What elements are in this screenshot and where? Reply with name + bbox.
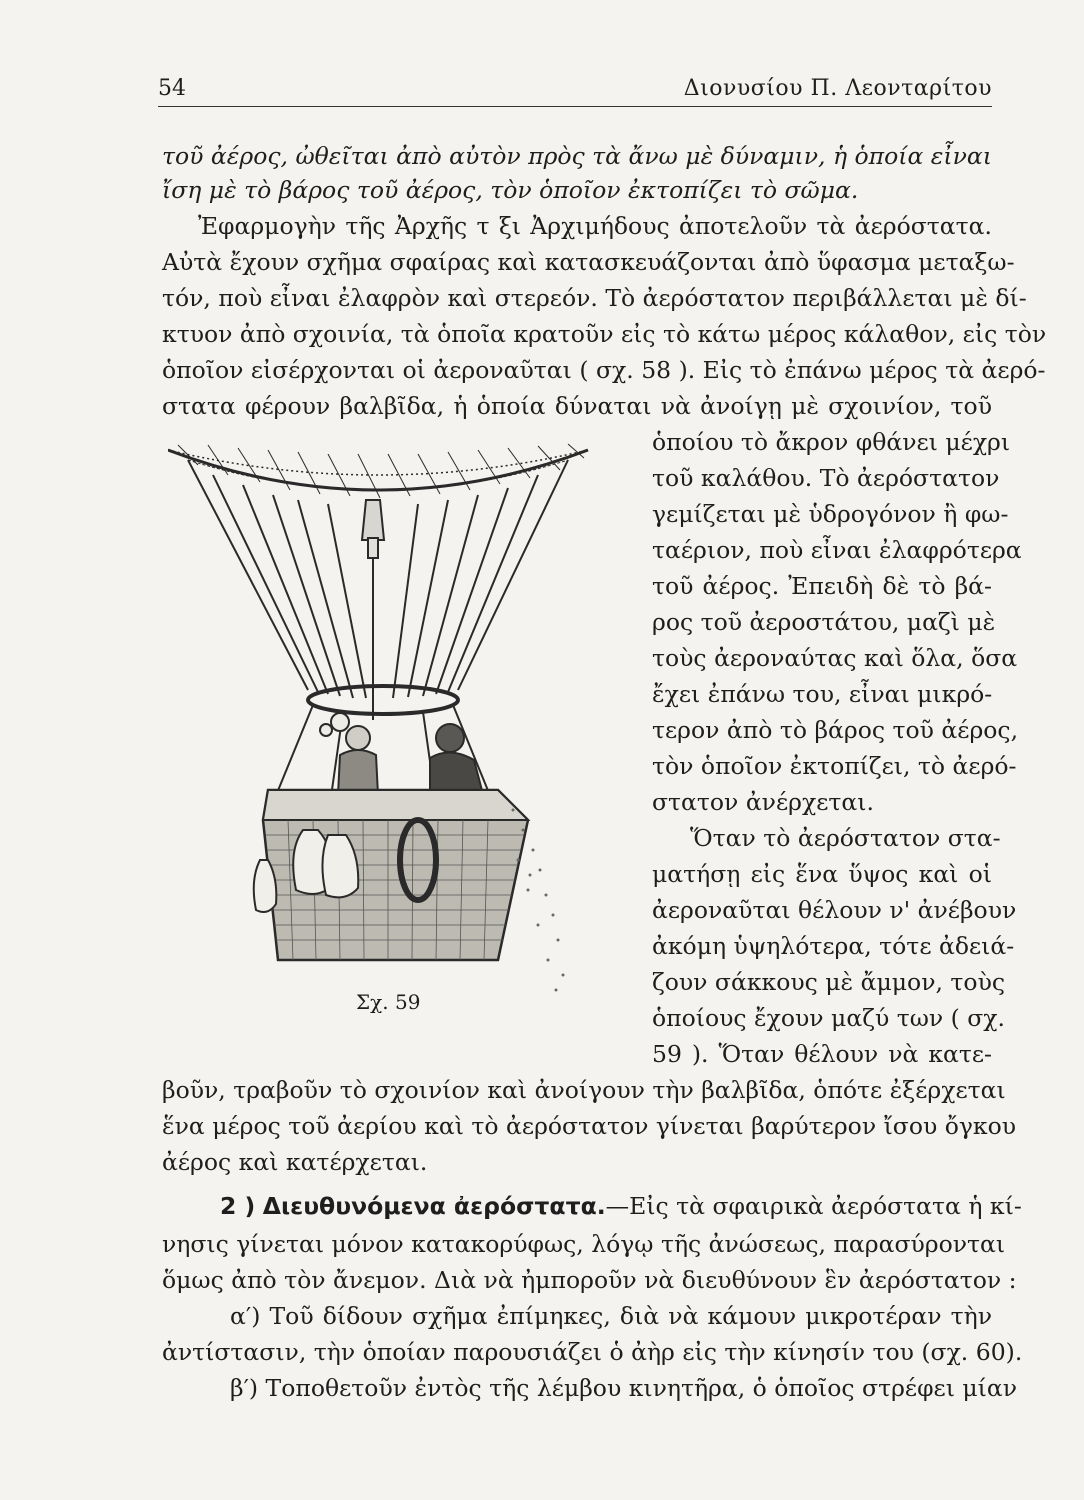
figure-caption: Σχ. 59 [356,990,421,1014]
text-line: κτυον ἀπὸ σχοινία, τὰ ὁποῖα κρατοῦν εἰς τὸ κάτω μέρος κάλαθον, εἰς τὸν [162,320,1047,348]
section-number: 2 ) [220,1192,256,1220]
text-line: β′) Τοποθετοῦν ἐντὸς τῆς λέμβου κινητῆρα, ὁ ὁποῖος στρέφει μίαν [230,1374,1018,1402]
text-line: ὁποῖον εἰσέρχονται οἱ ἀεροναῦται ( σχ. 58 ). Εἰς τὸ ἐπάνω μέρος τὰ ἀερό- [162,356,1046,384]
text-line: ρος τοῦ ἀεροστάτου, μαζὶ μὲ [652,608,996,636]
text-line: ἕνα μέρος τοῦ ἀερίου καὶ τὸ ἀερόστατον γίνεται βαρύτερον ἴσου ὄγκου [162,1112,1017,1140]
text-line: ἴση μὲ τὸ βάρος τοῦ ἀέρος, τὸν ὁποῖον ἐκτοπίζει τὸ σῶμα. [162,176,859,204]
text-line: τοῦ ἀέρος, ὠθεῖται ἀπὸ αὐτὸν πρὸς τὰ ἄνω μὲ δύναμιν, ἡ ὁποία εἶναι [162,142,992,170]
text-line: ἀεροναῦται θέλουν ν' ἀνέβουν [652,896,1017,924]
text-line: τὸν ὁποῖον ἐκτοπίζει, τὸ ἀερό- [652,752,1017,780]
page-number: 54 [158,76,186,101]
text-line: ζουν σάκκους μὲ ἄμμον, τοὺς [652,968,1006,996]
text-line: Ὅταν τὸ ἀερόστατον στα- [690,824,1001,852]
text-line: ἔχει ἐπάνω του, εἶναι μικρό- [652,680,993,708]
section-heading-line [220,1190,1022,1222]
section-title: Διευθυνόμενα ἀερόστατα. [262,1192,606,1220]
text-line: Αὐτὰ ἔχουν σχῆμα σφαίρας καὶ κατασκευάζονται ἀπὸ ὕφασμα μεταξω- [162,248,1015,276]
text-line: ἀέρος καὶ κατέρχεται. [162,1148,428,1176]
text-line: ματήσῃ εἰς ἕνα ὕψος καὶ οἱ [652,860,992,888]
balloon-illustration [168,420,638,1020]
text-line: ὅμως ἀπὸ τὸν ἄνεμον. Διὰ νὰ ἠμποροῦν νὰ διευθύνουν ἓν ἀερόστατον : [162,1266,1017,1294]
text-line: Ἐφαρμογὴν τῆς Ἀρχῆς τ ξι Ἀρχιμήδους ἀποτελοῦν τὰ ἀερόστατα. [198,212,992,240]
text-line: ὁποίου τὸ ἄκρον φθάνει μέχρι [652,428,1011,456]
hot-air-balloon-figure [168,420,638,1020]
text-line: ἀκόμη ὑψηλότερα, τότε ἀδειά- [652,932,1015,960]
text-line: τοῦ ἀέρος. Ἐπειδὴ δὲ τὸ βά- [652,572,992,600]
text-line: ταέριον, ποὺ εἶναι ἐλαφρότερα [652,536,1022,564]
text-line: τοὺς ἀεροναύτας καὶ ὅλα, ὅσα [652,644,1018,672]
text-line: στατα φέρουν βαλβῖδα, ἡ ὁποία δύναται νὰ ἀνοίγῃ μὲ σχοινίον, τοῦ [162,392,992,420]
text-line: τοῦ καλάθου. Τὸ ἀερόστατον [652,464,1000,492]
page-header [158,72,992,107]
text-line: ὁποίους ἔχουν μαζύ των ( σχ. [652,1004,1006,1032]
section-intro-text: —Εἰς τὰ σφαιρικὰ ἀερόστατα ἡ κί- [605,1192,1022,1220]
text-line: γεμίζεται μὲ ὑδρογόνον ἢ φω- [652,500,1009,528]
text-line: νησις γίνεται μόνον κατακορύφως, λόγῳ τῆς ἀνώσεως, παρασύρονται [162,1230,1006,1258]
text-line: στατον ἀνέρχεται. [652,788,874,816]
text-line: ἀντίστασιν, τὴν ὁποίαν παρουσιάζει ὁ ἀὴρ εἰς τὴν κίνησίν του (σχ. 60). [162,1338,1023,1366]
text-line: 59 ). Ὅταν θέλουν νὰ κατε- [652,1040,992,1068]
text-line: βοῦν, τραβοῦν τὸ σχοινίον καὶ ἀνοίγουν τὴν βαλβῖδα, ὁπότε ἐξέρχεται [162,1076,1006,1104]
text-line: α′) Τοῦ δίδουν σχῆμα ἐπίμηκες, διὰ νὰ κάμουν μικροτέραν τὴν [230,1302,992,1330]
text-line: τόν, ποὺ εἶναι ἐλαφρὸν καὶ στερεόν. Τὸ ἀερόστατον περιβάλλεται μὲ δί- [162,284,1027,312]
running-head: Διονυσίου Π. Λεονταρίτου [683,76,992,101]
text-line: τερον ἀπὸ τὸ βάρος τοῦ ἀέρος, [652,716,1019,744]
